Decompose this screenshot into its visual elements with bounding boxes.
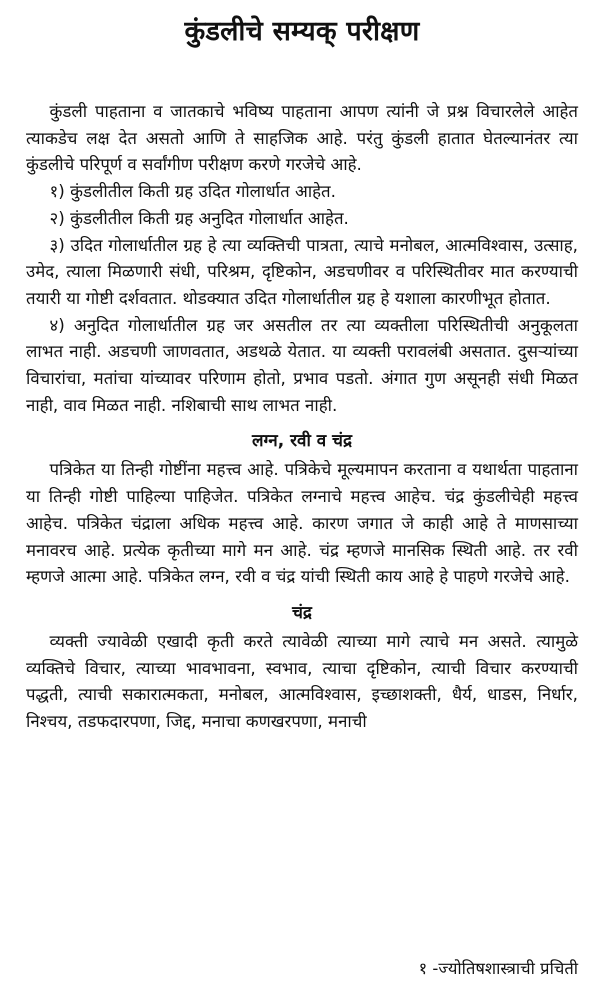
list-item-4: ४) अनुदित गोलार्धातील ग्रह जर असतील तर त्या व्यक्तीला परिस्थितीची अनुकूलता लाभत नाही. अडचणी जाणवतात, अडथळे येतात. या व्यक्ती परावलंबी असतात. दुसऱ्यांच्या विचारांचा, मतांचा यांच्यावर परिणाम होतो, प्रभाव पडतो. अंगात गुण असूनही संधी मिळत नाही, वाव मिळत नाही. नशिबाची साथ लाभत नाही. — [26, 314, 578, 415]
section-heading-chandra: चंद्र — [292, 602, 312, 623]
footnote: १ -ज्योतिषशास्त्राची प्रचिती — [418, 959, 578, 978]
list-item-3: ३) उदित गोलार्धातील ग्रह हे त्या व्यक्तिची पात्रता, त्याचे मनोबल, आत्मविश्वास, उत्साह, उमेद, त्याला मिळणारी संधी, परिश्रम, दृष्टिकोन, अडचणीवर व परिस्थितीवर मात करण्याची तयारी या गोष्टी दर्शवतात. थोडक्यात उदित गोलार्धातील ग्रह हे यशाला कारणीभूत होतात. — [26, 234, 578, 308]
page-body — [26, 98, 578, 735]
lagna-paragraph: पत्रिकेत या तिन्ही गोष्टींना महत्त्व आहे. पत्रिकेचे मूल्यमापन करताना व यथार्थता पाहताना या तिन्ही गोष्टी पाहिल्या पाहिजेत. पत्रिकेत लग्नाचे महत्त्व आहेच. चंद्र कुंडलीचेही महत्त्व आहेच. पत्रिकेत चंद्राला अधिक महत्त्व आहे. कारण जगात जे काही आहे ते माणसाच्या मनावरच आहे. प्रत्येक कृतीच्या मागे मन आहे. चंद्र म्हणजे मानसिक स्थिती आहे. तर रवी म्हणजे आत्मा आहे. पत्रिकेत लग्न, रवी व चंद्र यांची स्थिती काय आहे हे पाहणे गरजेचे आहे. — [26, 459, 578, 587]
section-heading-lagna: लग्न, रवी व चंद्र — [251, 431, 353, 452]
list-item-1: १) कुंडलीतील किती ग्रह उदित गोलार्धात आहेत. — [49, 181, 336, 202]
chandra-paragraph: व्यक्ती ज्यावेळी एखादी कृती करते त्यावेळी त्याच्या मागे त्याचे मन असते. त्यामुळे व्यक्तिचे विचार, त्याच्या भावभावना, स्वभाव, त्याचा दृष्टिकोन, त्याची विचार करण्याची पद्धती, त्याची सकारात्मकता, मनोबल, आत्मविश्वास, इच्छाशक्ती, धैर्य, धाडस, निर्धार, निश्चय, तडफदारपणा, जिद्द, मनाचा कणखरपणा, मनाची — [26, 630, 578, 732]
list-item-2: २) कुंडलीतील किती ग्रह अनुदित गोलार्धात आहेत. — [49, 207, 349, 228]
intro-paragraph: कुंडली पाहताना व जातकाचे भविष्य पाहताना आपण त्यांनी जे प्रश्न विचारलेले आहेत त्याकडेच लक्ष देत असतो आणि ते साहजिक आहे. परंतु कुंडली हातात घेतल्यानंतर त्या कुंडलीचे परिपूर्ण व सर्वांगीण परीक्षण करणे गरजेचे आहे. — [26, 101, 578, 175]
page-title: कुंडलीचे सम्यक् परीक्षण — [184, 16, 420, 47]
